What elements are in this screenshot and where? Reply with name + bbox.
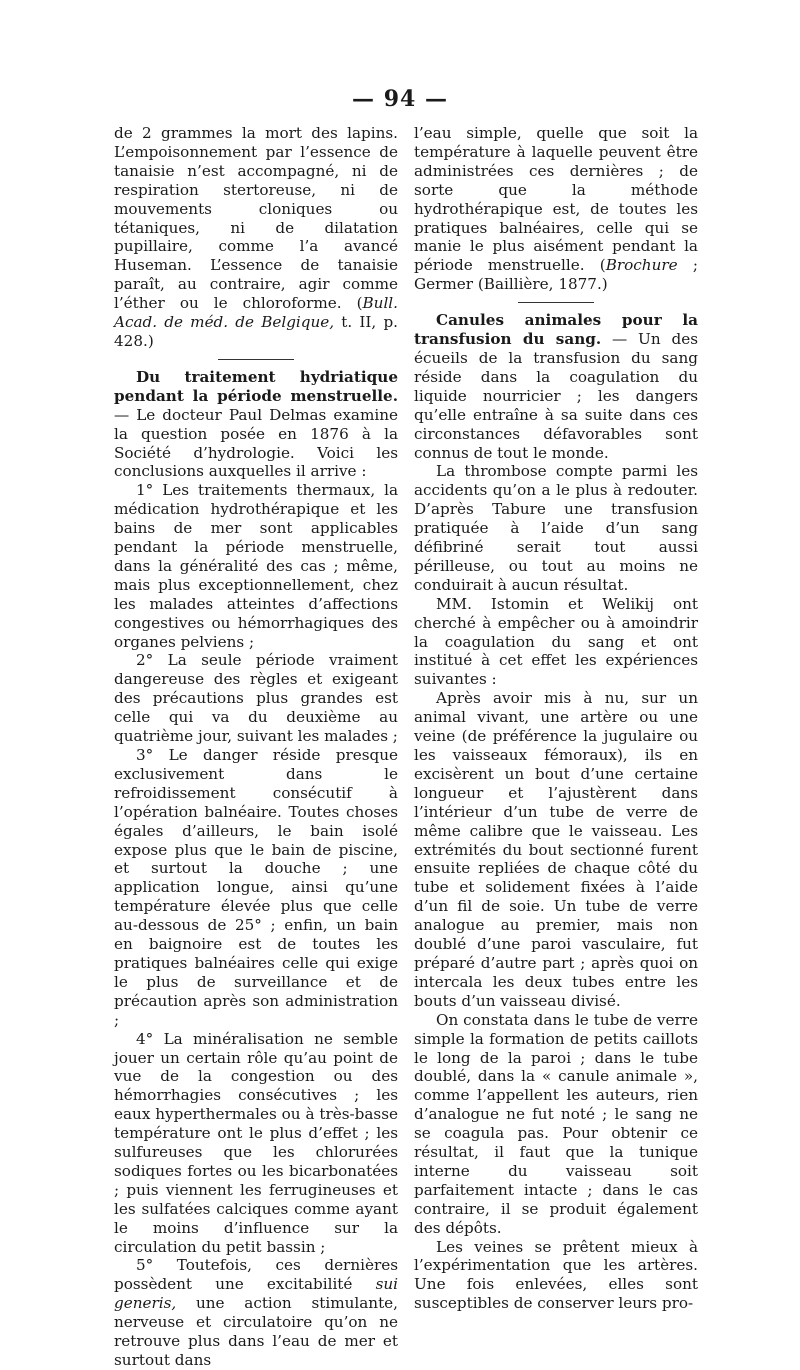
conclusion-4: 4° La minéralisation ne semble jouer un certain rôle qu’au point de vue de la congestion ou des hémorrhagies consécutives ; les eaux hyperthermales ou à très-basse température ont le plus d’effet ; les sulfureuses que les chlorurées sodiques fortes ou les bicarbonatées ; puis viennent les ferrugineuses et les sulfatées calciques comme ayant le moins d’influence sur la circulation du petit bassin ;	[114, 1029, 398, 1256]
conclusion-3: 3° Le danger réside presque exclusivement dans le refroidissement consécutif à l’opération balnéaire. Toutes choses égales d’ailleurs, le bain isolé expose plus que le bain de piscine, et surtout la douche ; une application longue, ainsi qu’une température élevée plus que celle au-dessous de 25° ; enfin, un bain en baignoire est de toutes les pratiques balnéaires celle qui exige le plus de surveillance et de précaution après son administration ;	[114, 746, 398, 1029]
right-paragraph-veines: Les veines se prêtent mieux à l’expérimentation que les artères. Une fois enlevées, elles sont susceptibles de conserver leurs pro-	[414, 1237, 698, 1313]
conclusion-2: 2° La seule période vraiment dangereuse des règles et exigeant des précautions plus grandes est celle qui va du deuxième au quatrième jour, suivant les malades ;	[114, 651, 398, 746]
right-column	[414, 124, 698, 1313]
section-title: Du traitement hydriatique pendant la période menstruelle.	[114, 367, 398, 405]
left-column	[114, 124, 398, 1370]
right-paragraph-istomin: MM. Istomin et Welikij ont cherché à empêcher ou à amoindrir la coagulation du sang et ont institué à cet effet les expériences suivantes :	[414, 594, 698, 689]
left-paragraph-1: de 2 grammes la mort des lapins. L’empoisonnement par l’essence de tanaisie n’est accompagné, ni de respiration stertoreuse, ni de mouvements cloniques ou tétaniques, ni de dilatation pupillaire, comme l’a avancé Huseman. L’essence de tanaisie paraît, au contraire, agir comme l’éther ou le chloroforme. (Bull. Acad. de méd. de Belgique, t. II, p. 428.)	[114, 124, 398, 350]
right-paragraph-thrombose: La thrombose compte parmi les accidents qu’on a le plus à redouter. D’après Tabure une transfusion pratiquée à l’aide d’un sang défibriné serait tout aussi périlleuse, ou tout au moins ne conduirait à aucun résultat.	[414, 462, 698, 594]
page-number: — 94 —	[352, 86, 448, 112]
conclusion-5: 5° Toutefois, ces dernières possèdent une excitabilité sui generis, une action stimulante, nerveuse et circulatoire qu’on ne retrouve plus dans l’eau de mer et surtout dans	[114, 1256, 398, 1369]
citation-title: Brochure	[605, 256, 678, 275]
right-paragraph-resultat: On constata dans le tube de verre simple la formation de petits caillots le long de la paroi ; dans le tube doublé, dans la « canule animale », comme l’appellent les auteurs, rien d’analogue ne fut noté ; le sang ne se coagula pas. Pour obtenir ce résultat, il faut que la tunique interne du vaisseau soit parfaitement intacte ; dans le cas contraire, il se produit également des dépôts.	[414, 1010, 698, 1237]
citation-title: Bull. Acad. de méd. de Belgique,	[114, 294, 398, 332]
right-paragraph-1: l’eau simple, quelle que soit la température à laquelle peuvent être administrées ces dernières ; de sorte que la méthode hydrothérapique est, de toutes les pratiques balnéaires, celle qui se manie le plus aisément pendant la période menstruelle. (Brochure ; Germer (Baillière, 1877.)	[414, 124, 698, 294]
right-paragraph-experience: Après avoir mis à nu, sur un animal vivant, une artère ou une veine (de préférence la jugulaire ou les vaisseaux fémoraux), ils en excisèrent un bout d’une certaine longueur et l’ajustèrent dans l’intérieur d’un tube de verre de même calibre que le vaisseau. Les extrémités du bout sectionné furent ensuite repliées de chaque côté du tube et solidement fixées à l’aide d’un fil de soie. Un tube de verre analogue au premier, mais non doublé d’une paroi vasculaire, fut préparé d’autre part ; après quoi on intercala les deux tubes entre les bouts d’un vaisseau divisé.	[414, 689, 698, 1010]
section-divider	[518, 302, 594, 303]
section-heading-canules: Canules animales pour la transfusion du sang. — Un des écueils de la transfusion du sang réside dans la coagulation du liquide nourricier ; les dangers qu’elle entraîne à sa suite dans ces circonstances défavorables sont connus de tout le monde.	[414, 311, 698, 462]
conclusion-1: 1° Les traitements thermaux, la médication hydrothérapique et les bains de mer sont applicables pendant la période menstruelle, dans la généralité des cas ; même, mais plus exceptionnellement, chez les malades atteintes d’affections congestives ou hémorrhagiques des organes pelviens ;	[114, 481, 398, 651]
section-title: Canules animales pour la transfusion du sang.	[414, 311, 698, 349]
section-divider	[218, 359, 294, 360]
section-heading-hydriatique: Du traitement hydriatique pendant la période menstruelle. — Le docteur Paul Delmas examine la question posée en 1876 à la Société d’hydrologie. Voici les conclusions auxquelles il arrive :	[114, 367, 398, 481]
